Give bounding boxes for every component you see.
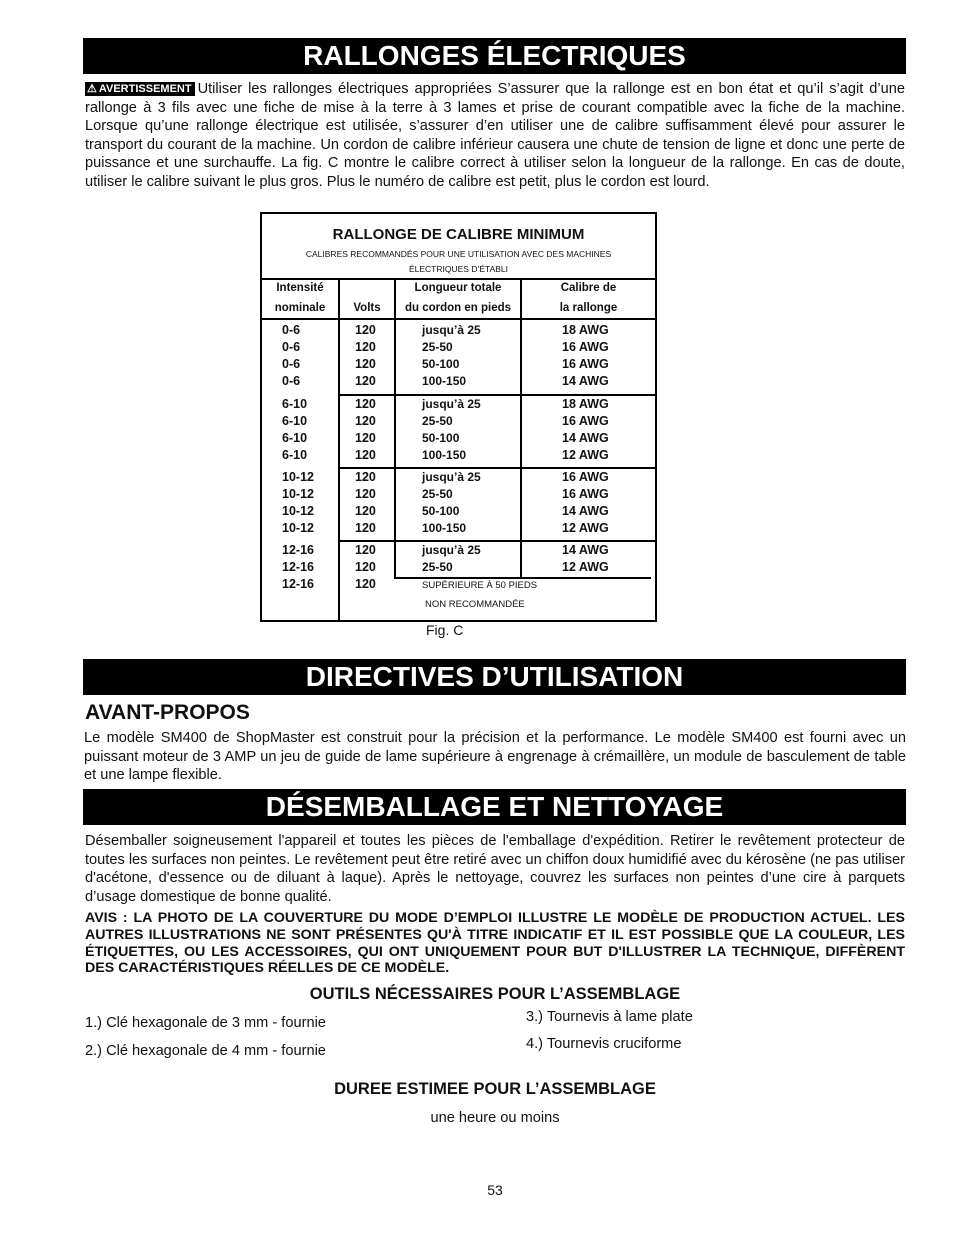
cell-volts-group-1: 120 120 120 120 bbox=[355, 323, 376, 388]
header-volts: Volts bbox=[353, 302, 381, 314]
cell-volts-group-3: 120 120 120 120 bbox=[355, 470, 376, 535]
warning-triangle-icon: ⚠ bbox=[87, 83, 97, 95]
table-col-rule bbox=[338, 278, 340, 620]
gauge-table bbox=[260, 212, 657, 622]
tool-item-4: 4.) Tournevis cruciforme bbox=[526, 1036, 682, 1052]
cell-volts-group-2: 120 120 120 120 bbox=[355, 397, 376, 462]
table-col-rule bbox=[520, 278, 522, 578]
cell-amps-group-1: 0-6 0-6 0-6 0-6 bbox=[282, 323, 301, 388]
section-title-cords: RALLONGES ÉLECTRIQUES bbox=[83, 38, 906, 74]
table-rule bbox=[262, 318, 655, 320]
figure-caption: Fig. C bbox=[426, 622, 464, 638]
warning-paragraph bbox=[85, 80, 905, 192]
time-value: une heure ou moins bbox=[430, 1110, 560, 1126]
unpack-notice: AVIS : LA PHOTO DE LA COUVERTURE DU MODE D’EMPLOI ILLUSTRE LE MODÈLE DE PRODUCTION ACTUEL. LES AUTRES ILLUSTRATIONS NE SONT PRÉSENTES QU'À TITRE INDICATIF ET IL EST POSSIBLE QUE LA COULEUR, LES ÉTIQUETTES, OU LES ACCESSOIRES, QUI ONT UNIQUEMENT POUR BUT D'ILLUSTRER LA TECHNIQUE, DIFFÈRENT DES CARACTÉRISTIQUES RÉELLES DE CE MODÈLE. bbox=[85, 910, 905, 977]
table-title: RALLONGE DE CALIBRE MINIMUM bbox=[332, 226, 585, 243]
foreword-heading: AVANT-PROPOS bbox=[85, 701, 250, 724]
cell-gauge-group-4: 14 AWG 12 AWG bbox=[562, 543, 609, 574]
warning-badge-label: AVERTISSEMENT bbox=[98, 83, 192, 95]
table-subtitle: CALIBRES RECOMMANDÉS POUR UNE UTILISATION AVEC DES MACHINES ÉLECTRIQUES D’ÉTABLI bbox=[305, 249, 612, 274]
cell-length-group-2: jusqu’à 25 25-50 50-100 100-150 bbox=[422, 397, 481, 462]
tool-item-2: 2.) Clé hexagonale de 4 mm - fournie bbox=[85, 1043, 326, 1059]
cell-length-group-4: jusqu’à 25 25-50 bbox=[422, 543, 481, 574]
cell-length-group-1: jusqu’à 25 25-50 50-100 100-150 bbox=[422, 323, 481, 388]
tools-heading: OUTILS NÉCESSAIRES POUR L’ASSEMBLAGE bbox=[309, 985, 681, 1003]
header-amps: Intensité nominale bbox=[274, 282, 326, 314]
section-title-directives: DIRECTIVES D’UTILISATION bbox=[83, 659, 906, 695]
cell-gauge-group-2: 18 AWG 16 AWG 14 AWG 12 AWG bbox=[562, 397, 609, 462]
tool-item-1: 1.) Clé hexagonale de 3 mm - fournie bbox=[85, 1015, 326, 1031]
header-gauge: Calibre de la rallonge bbox=[559, 282, 618, 314]
foreword-text: Le modèle SM400 de ShopMaster est construit pour la précision et la performance. Le modèle SM400 est fourni avec un puissant moteur de 3 AMP un jeu de guide de lame supérieure à engrenage à crémaillère, un module de basculement de table et une lampe flexible. bbox=[84, 730, 906, 784]
table-note-line1: SUPÉRIEURE À 50 PIEDS bbox=[422, 580, 538, 591]
table-col-rule bbox=[394, 278, 396, 578]
cell-amps-group-3: 10-12 10-12 10-12 10-12 bbox=[282, 470, 314, 535]
cell-amps-group-2: 6-10 6-10 6-10 6-10 bbox=[282, 397, 308, 462]
tool-item-3: 3.) Tournevis à lame plate bbox=[526, 1009, 693, 1025]
cell-gauge-group-3: 16 AWG 16 AWG 14 AWG 12 AWG bbox=[562, 470, 609, 535]
table-note-line2: NON RECOMMANDÉE bbox=[425, 599, 525, 610]
section-title-unpacking: DÉSEMBALLAGE ET NETTOYAGE bbox=[83, 789, 906, 825]
page-number: 53 bbox=[487, 1182, 503, 1198]
cell-volts-group-4: 120 120 120 bbox=[355, 543, 376, 591]
warning-badge bbox=[85, 82, 195, 96]
cell-amps-group-4: 12-16 12-16 12-16 bbox=[282, 543, 314, 591]
warning-text: Utiliser les rallonges électriques appropriées S’assurer que la rallonge est en bon état et qu’il s’agit d’une rallonge à 3 fils avec une fiche de mise à la terre à 3 lames et prise de courant compatible avec la fiche de la machine. Lorsque qu’une rallonge électrique est utilisée, s’assurer d’en utiliser une de calibre suffisamment élevé pour assurer le transport du courant de la machine. Un cordon de calibre inférieur causera une chute de tension de ligne et donc une perte de puissance et une surchauffe. La fig. C montre le calibre correct à utiliser selon la longueur de la rallonge. En cas de doute, utiliser le calibre suivant le plus gros. Plus le numéro de calibre est petit, plus le cordon est lourd. bbox=[85, 81, 905, 190]
unpack-text: Désemballer soigneusement l'appareil et toutes les pièces de l'emballage d'expédition. Retirer le revêtement protecteur de toutes les surfaces non peintes. Le revêtement peut être retiré avec un chiffon doux humidifié avec du kérosène (ne pas utiliser d'acétone, d'essence ou de diluant à laque). Après le nettoyage, couvrez les surfaces non peintes d’une cire à parquets d’usage domestique de bonne qualité. bbox=[85, 833, 905, 905]
header-length: Longueur totale du cordon en pieds bbox=[404, 282, 512, 314]
cell-gauge-group-1: 18 AWG 16 AWG 16 AWG 14 AWG bbox=[562, 323, 609, 388]
cell-length-group-3: jusqu’à 25 25-50 50-100 100-150 bbox=[422, 470, 481, 535]
time-heading: DUREE ESTIMEE POUR L’ASSEMBLAGE bbox=[334, 1080, 656, 1098]
